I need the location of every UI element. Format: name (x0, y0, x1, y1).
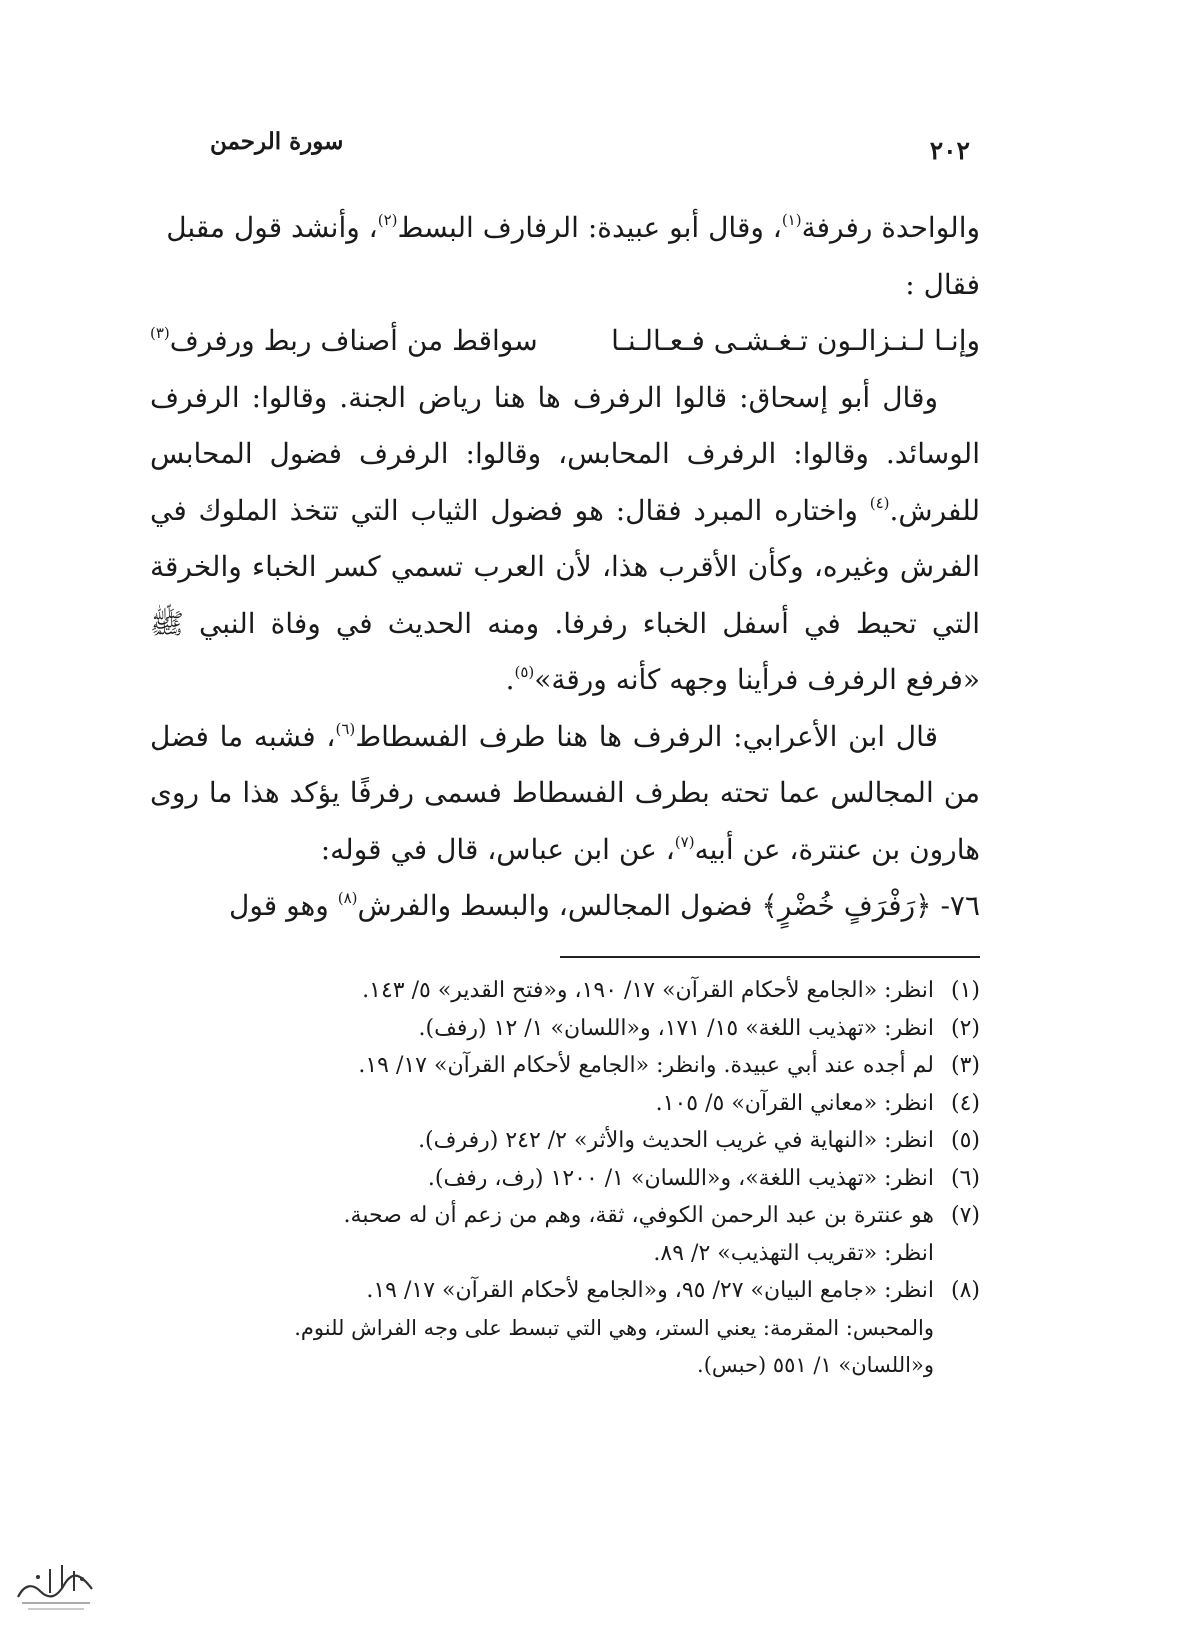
footnote-ref-6: (٦) (335, 719, 356, 738)
main-text (150, 200, 980, 935)
paragraph-1-end: فقال : (905, 267, 980, 301)
footnote-line: لم أجده عند أبي عبيدة. وانظر: «الجامع لأحكام القرآن» ١٧/ ١٩. (358, 1053, 934, 1078)
footnote-text (210, 1010, 934, 1048)
text-segment: ، عن ابن عباس، قال في قوله: (320, 832, 675, 866)
footnote-number: (٨) (950, 1278, 980, 1303)
footnote-continuation (210, 1310, 980, 1384)
text-segment: قال ابن الأعرابي: الرفرف ها هنا طرف الفسطاط (355, 719, 938, 753)
footnote-ref-7: (٧) (674, 832, 695, 851)
footnote (210, 1010, 980, 1048)
footnote-line: هو عنترة بن عبد الرحمن الكوفي، ثقة، وهم من زعم أن له صحبة. (343, 1203, 934, 1228)
footnote-number: (١) (950, 978, 980, 1003)
text-segment: وهو قول (228, 889, 338, 922)
footnote-line: انظر: «الجامع لأحكام القرآن» ١٧/ ١٩٠، و«فتح القدير» ٥/ ١٤٣. (362, 978, 934, 1003)
footnote-ref-5: (٥) (514, 663, 535, 681)
footnote (210, 972, 980, 1010)
verse-hemistich-2: سواقط من أصناف ربط ورفرف (169, 324, 538, 357)
poetry-verse (150, 313, 980, 370)
footnote-line: والمحبس: المقرمة: يعني الستر، وهي التي تبسط على وجه الفراش للنوم. (294, 1315, 934, 1340)
footnote-ref-2: (٢) (377, 211, 398, 229)
footnote (210, 1197, 980, 1272)
footnote (210, 1047, 980, 1085)
publisher-logo-icon (10, 1555, 100, 1615)
footnote-number: (٦) (950, 1165, 980, 1191)
text-segment: ، وأنشد قول مقبل (166, 211, 378, 244)
footnotes (210, 972, 980, 1384)
footnote-ref-8: (٨) (337, 889, 358, 907)
text-segment: ، وقال أبو عبيدة: الرفارف البسط (397, 211, 782, 244)
page-header (210, 128, 970, 168)
text-segment: . (505, 663, 515, 696)
footnote-ref-4: (٤) (869, 493, 890, 512)
verse-hemistich-2-wrap (150, 313, 538, 370)
footnote-ref-1: (١) (781, 211, 802, 229)
footnote (210, 1272, 980, 1310)
footnote-number: (٥) (950, 1128, 980, 1153)
footnote-line: انظر: «جامع البيان» ٢٧/ ٩٥، و«الجامع لأحكام القرآن» ١٧/ ١٩. (366, 1278, 934, 1303)
footnote-ref-3: (٣) (150, 324, 170, 342)
footnote (210, 1122, 980, 1160)
surah-title: سورة الرحمن (210, 128, 344, 155)
paragraph-2 (150, 370, 980, 709)
footnote-number: (٣) (950, 1053, 980, 1078)
verse-hemistich-1: وإنـا لـنـزالـون تـغـشـى فـعـالـنـا (611, 324, 980, 357)
footnote-line: انظر: «تقريب التهذيب» ٢/ ٨٩. (653, 1240, 934, 1266)
footnote-line: انظر: «النهاية في غريب الحديث والأثر» ٢/ ٢٤٢ (رفرف). (418, 1128, 934, 1153)
footnote-number: (٤) (950, 1090, 980, 1116)
footnote-text (210, 1122, 934, 1160)
footnote-line: و«اللسان» ١/ ٥٥١ (حبس). (697, 1352, 934, 1377)
footnote-line: انظر: «تهذيب اللغة» ١٥/ ١٧١، و«اللسان» ١/ ١٢ (رفف). (418, 1015, 934, 1041)
paragraph-3 (150, 709, 980, 879)
text-segment: والواحدة رفرفة (801, 211, 980, 244)
footnote-number: (٧) (950, 1203, 980, 1228)
text-segment: ، فشبه ما فضل من المجالس عما تحته بطرف الفسطاط فسمى رفرفًا يؤكد هذا ما روى هارون بن عنترة، عن أبيه (150, 719, 981, 866)
footnote-text (210, 1047, 934, 1085)
footnote-text (210, 1160, 934, 1198)
footnote (210, 1160, 980, 1198)
paragraph-4 (150, 878, 980, 935)
text-segment: واختاره المبرد فقال: هو فضول الثياب التي تتخذ الملوك في الفرش وغيره، وكأن الأقرب هذا، لأن العرب تسمي كسر الخباء والخرقة التي تحيط في أسفل الخباء رفرفا. ومنه الحديث في وفاة النبي ﷺ «فرفع الرفرف فرأينا وجهه كأنه ورقة» (150, 493, 980, 696)
footnote-divider (560, 956, 980, 958)
text-segment: وقال أبو إسحاق: قالوا الرفرف ها هنا رياض الجنة. وقالوا: الرفرف الوسائد. وقالوا: الرفرف المحابس، وقالوا: الرفرف فضول المحابس للفرش. (150, 380, 980, 527)
footnote-line: انظر: «معاني القرآن» ٥/ ١٠٥. (655, 1090, 934, 1116)
footnote-text (210, 972, 934, 1010)
page-number: ٢٠٢ (929, 136, 970, 165)
text-segment: ٧٦- ﴿رَفْرَفٍ خُضْرٍ﴾ فضول المجالس، والبسط والفرش (357, 889, 980, 922)
footnote-text (210, 1272, 934, 1310)
footnote-line: انظر: «تهذيب اللغة»، و«اللسان» ١/ ١٢٠٠ (رف، رفف). (427, 1165, 934, 1191)
paragraph-1 (150, 200, 980, 257)
footnote-number: (٢) (950, 1015, 980, 1041)
footnote-text (210, 1085, 934, 1123)
footnote (210, 1085, 980, 1123)
footnote-text (210, 1197, 934, 1272)
